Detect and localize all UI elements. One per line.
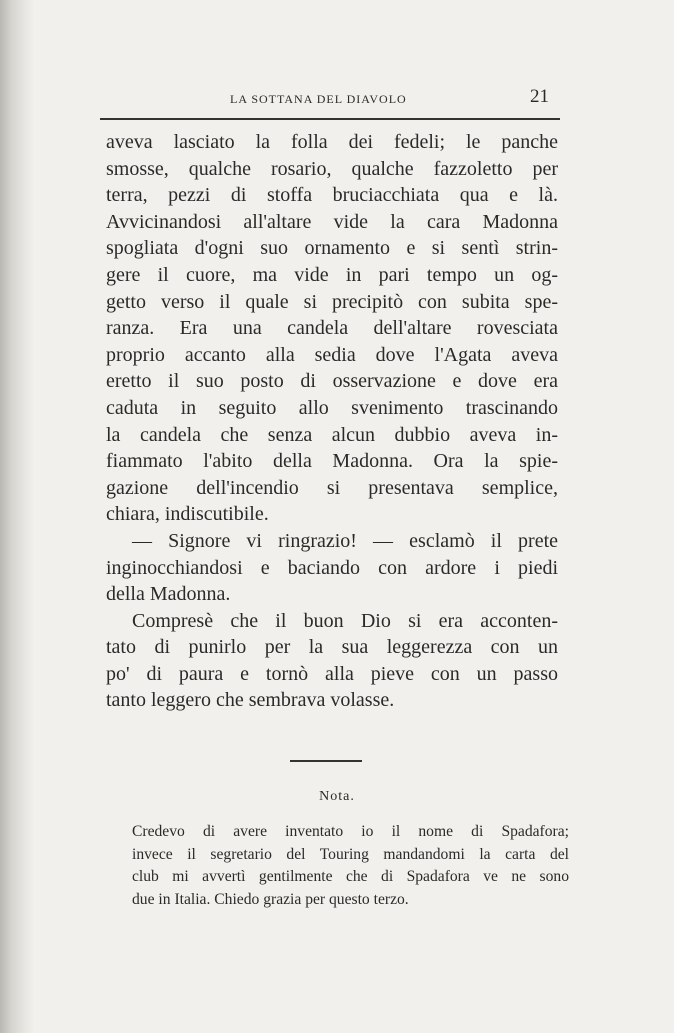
- note-line: club mi avvertì gentilmente che di Spadafora ve ne sono: [132, 868, 569, 886]
- note-title: Nota.: [319, 789, 355, 804]
- text-line: della Madonna.: [106, 583, 231, 606]
- text-line: gere il cuore, ma vide in pari tempo un og-: [106, 263, 558, 286]
- page-header: [100, 86, 560, 112]
- note-line: Credevo di avere inventato io il nome di Spadafora;: [132, 823, 569, 840]
- text-line: proprio accanto alla sedia dove l'Agata aveva: [106, 343, 558, 366]
- text-line: ranza. Era una candela dell'altare rovesciata: [106, 317, 558, 340]
- page-binding-edge: [0, 0, 34, 1033]
- text-line: gazione dell'incendio si presentava semplice,: [106, 476, 558, 499]
- text-line: — Signore vi ringrazio! — esclamò il prete: [132, 529, 558, 552]
- text-line: eretto il suo posto di osservazione e dove era: [106, 370, 558, 393]
- text-line: tato di punirlo per la sua leggerezza con un: [106, 636, 558, 659]
- text-line: caduta in seguito allo svenimento trascinando: [106, 396, 558, 419]
- text-line: aveva lasciato la folla dei fedeli; le panche: [106, 131, 558, 153]
- section-divider: [290, 760, 362, 762]
- text-line: Compresè che il buon Dio si era acconten-: [132, 609, 558, 632]
- text-line: tanto leggero che sembrava volasse.: [106, 689, 395, 712]
- note-line: due in Italia. Chiedo grazia per questo terzo.: [132, 890, 409, 908]
- text-line: inginocchiandosi e baciando con ardore i piedi: [106, 556, 558, 579]
- text-line: spogliata d'ogni suo ornamento e si sentì strin-: [106, 237, 558, 260]
- text-line: la candela che senza alcun dubbio aveva in-: [106, 423, 558, 446]
- text-line: getto verso il quale si precipitò con subita spe-: [106, 290, 558, 313]
- body-text: [106, 129, 558, 714]
- text-line: Avvicinandosi all'altare vide la cara Madonna: [106, 210, 558, 233]
- note-text: [132, 821, 569, 911]
- note-line: invece il segretario del Touring mandandomi la carta del: [132, 845, 569, 863]
- text-line: fiammato l'abito della Madonna. Ora la spie-: [106, 450, 558, 473]
- page-number: 21: [530, 86, 549, 107]
- text-line: smosse, qualche rosario, qualche fazzoletto per: [106, 157, 558, 180]
- header-rule: [100, 118, 560, 120]
- text-line: terra, pezzi di stoffa bruciacchiata qua e là.: [106, 184, 558, 207]
- text-line: po' di paura e tornò alla pieve con un passo: [106, 662, 558, 685]
- text-line: chiara, indiscutibile.: [106, 503, 269, 526]
- running-title: LA SOTTANA DEL DIAVOLO: [230, 92, 407, 106]
